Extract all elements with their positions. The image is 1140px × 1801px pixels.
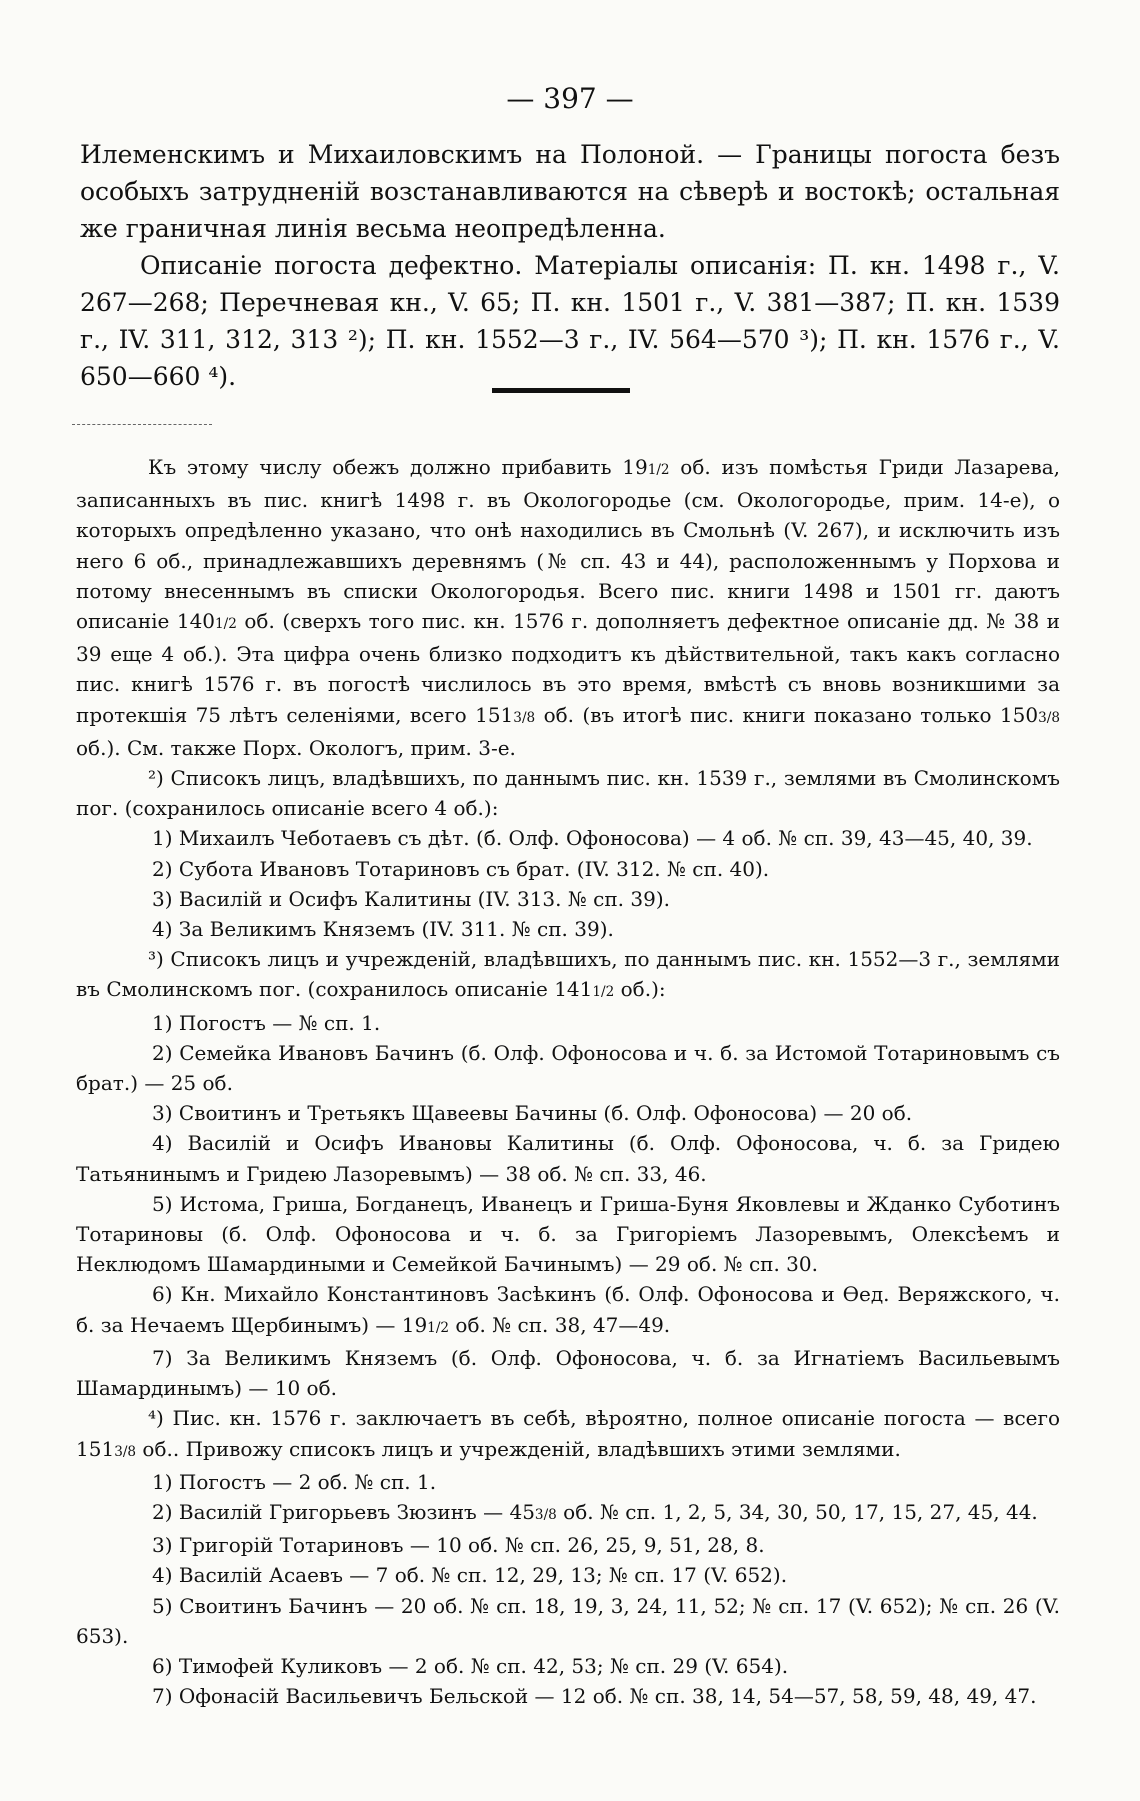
fraction: 3/8 bbox=[534, 1506, 557, 1523]
footnote-2-item: 2) Субота Ивановъ Тотариновъ съ брат. (IV. 312. № сп. 40). bbox=[152, 856, 770, 881]
footnote-4-item: 4) Василій Асаевъ — 7 об. № сп. 12, 29, 13; № сп. 17 (V. 652). bbox=[152, 1563, 788, 1588]
page-number: — 397 — bbox=[506, 82, 634, 115]
footnote-1-text-d: об. (въ итогѣ пис. книги показано только 150 bbox=[535, 702, 1039, 727]
footnote-3-item-6-a: 6) Кн. Михайло Константиновъ Засѣкинъ (б. Олф. Офоносова и Ѳед. Веряжского, ч. б. за Нечаемъ Щербинымъ) — 19 bbox=[76, 1282, 1060, 1337]
footnote-1 bbox=[76, 452, 1060, 763]
footnote-3-intro-b: об.): bbox=[614, 977, 666, 1002]
footnote-1-text-b: об. изъ помѣстья Гриди Лазарева, записанныхъ въ пис. книгѣ 1498 г. въ Окологородье (см. Окологородье, прим. 14-е), о которыхъ опредѣленно указано, что онѣ находились въ Смольнѣ (V. 267), и исключить изъ него 6 об., принадлежавшихъ деревнямъ (№ сп. 43 и 44), расположеннымъ у Порхова и потому внесеннымъ въ списки Окологородья. Всего пис. книги 1498 и 1501 гг. даютъ описаніе 140 bbox=[76, 455, 1060, 634]
footnote-1-text-a: Къ этому числу обежъ должно прибавить 19 bbox=[148, 455, 648, 479]
footnote-3-intro-a: ³) Списокъ лицъ и учрежденій, владѣвшихъ, по даннымъ пис. кн. 1552—3 г., землями въ Смолинскомъ пог. (сохранилось описаніе 141 bbox=[76, 947, 1060, 1002]
footnote-4-item-2 bbox=[76, 1497, 1060, 1530]
footnote-1-text-c: об. (сверхъ того пис. кн. 1576 г. дополняетъ дефектное описаніе дд. № 38 и 39 еще 4 об.). Эта цифра очень близко подходитъ къ дѣйствительной, такъ какъ согласно пис. книгѣ 1576 г. въ погостѣ числилось въ это время, вмѣстѣ съ вновь возникшими за протекшія 75 лѣтъ селеніями, всего 151 bbox=[76, 609, 1060, 727]
main-text bbox=[80, 136, 1060, 395]
footnote-4-item-1: 1) Погостъ — 2 об. № сп. 1. bbox=[152, 1469, 437, 1494]
footnote-3-item: 2) Семейка Ивановъ Бачинъ (б. Олф. Офоносова и ч. б. за Истомой Тотариновымъ съ брат.) — 25 об. bbox=[76, 1040, 1060, 1096]
footnote-1-text-e: об.). См. также Порх. Окологъ, прим. 3-е. bbox=[76, 735, 516, 760]
fraction: 3/8 bbox=[1038, 709, 1060, 726]
footnote-4-item-2-a: 2) Василій Григорьевъ Зюзинъ — 45 bbox=[152, 1499, 535, 1524]
fraction: 1/2 bbox=[647, 462, 670, 478]
footnote-2-item: 3) Василій и Осифъ Калитины (IV. 313. № сп. 39). bbox=[152, 886, 671, 911]
footnote-4-item: 7) Офонасій Васильевичъ Бельской — 12 об. № сп. 38, 14, 54—57, 58, 59, 48, 49, 47. bbox=[152, 1684, 1037, 1709]
footnote-4-intro-b: об.. Привожу списокъ лицъ и учрежденій, владѣвшихъ этими землями. bbox=[136, 1436, 901, 1461]
fraction: 3/8 bbox=[114, 1443, 137, 1460]
fraction: 3/8 bbox=[513, 709, 536, 726]
main-paragraph-2: Описаніе погоста дефектно. Матеріалы описанія: П. кн. 1498 г., V. 267—268; Перечневая кн., V. 65; П. кн. 1501 г., V. 381—387; П. кн. 1539 г., IV. 311, 312, 313 ²); П. кн. 1552—3 г., IV. 564—570 ³); П. кн. 1576 г., V. 650—660 ⁴). bbox=[80, 251, 1060, 391]
footnote-3-item: 1) Погостъ — № сп. 1. bbox=[152, 1010, 381, 1035]
footnote-2-intro: ²) Списокъ лицъ, владѣвшихъ, по даннымъ пис. кн. 1539 г., землями въ Смолинскомъ пог. (сохранилось описаніе всего 4 об.): bbox=[76, 766, 1060, 821]
footnote-3-item-6 bbox=[76, 1279, 1060, 1342]
fraction: 1/2 bbox=[592, 984, 615, 1001]
footnote-3-item-7: 7) За Великимъ Княземъ (б. Олф. Офоносова, ч. б. за Игнатіемъ Васильевымъ Шамардинымъ) — 10 об. bbox=[76, 1345, 1060, 1401]
main-paragraph-1: Илеменскимъ и Михаиловскимъ на Полоной. — Границы погоста безъ особыхъ затрудненій возстанавливаются на сѣверѣ и востокѣ; остальная же граничная линія весьма неопредѣленна. bbox=[80, 140, 1060, 243]
fraction: 1/2 bbox=[427, 1319, 450, 1336]
footnote-3-item-6-b: об. № сп. 38, 47—49. bbox=[449, 1312, 671, 1337]
footnote-4-item: 3) Григорій Тотариновъ — 10 об. № сп. 26, 25, 9, 51, 28, 8. bbox=[152, 1533, 765, 1558]
footnote-4-intro bbox=[76, 1403, 1060, 1466]
footnote-3-item: 3) Своитинъ и Третьякъ Щавеевы Бачины (б. Олф. Офоносова) — 20 об. bbox=[152, 1101, 913, 1126]
fraction: 1/2 bbox=[215, 616, 237, 633]
section-divider-rule bbox=[492, 388, 630, 393]
footnote-3-item: 5) Истома, Гриша, Богданецъ, Иванецъ и Гриша-Буня Яковлевы и Жданко Суботинъ Тотариновы (б. Олф. Офоносова и ч. б. за Григоріемъ Лазоревымъ, Олексѣемъ и Неклюдомъ Шамардиными и Семейкой Бачинымъ) — 29 об. № сп. 30. bbox=[76, 1191, 1060, 1277]
footnote-4-intro-a: ⁴) Пис. кн. 1576 г. заключаетъ въ себѣ, вѣроятно, полное описаніе погоста — всего 151 bbox=[76, 1406, 1060, 1461]
footnote-4-item-2-b: об. № сп. 1, 2, 5, 34, 30, 50, 17, 15, 27, 45, 44. bbox=[556, 1499, 1038, 1524]
footnote-4-item: 5) Своитинъ Бачинъ — 20 об. № сп. 18, 19, 3, 24, 11, 52; № сп. 17 (V. 652); № сп. 26 (V. 653). bbox=[76, 1593, 1060, 1648]
footnote-4-item: 6) Тимофей Куликовъ — 2 об. № сп. 42, 53; № сп. 29 (V. 654). bbox=[152, 1653, 789, 1678]
footnote-2-item: 1) Михаилъ Чеботаевъ съ дѣт. (б. Олф. Офоносова) — 4 об. № сп. 39, 43—45, 40, 39. bbox=[152, 826, 1033, 851]
footnotes bbox=[76, 452, 1060, 1711]
footnote-3-item: 4) Василій и Осифъ Ивановы Калитины (б. Олф. Офоносова, ч. б. за Гридею Татьянинымъ и Гридею Лазоревымъ) — 38 об. № сп. 33, 46. bbox=[76, 1131, 1060, 1186]
footnote-separator bbox=[72, 424, 212, 425]
footnote-2-item: 4) За Великимъ Княземъ (IV. 311. № сп. 39). bbox=[152, 917, 614, 942]
footnote-3-intro bbox=[76, 944, 1060, 1007]
